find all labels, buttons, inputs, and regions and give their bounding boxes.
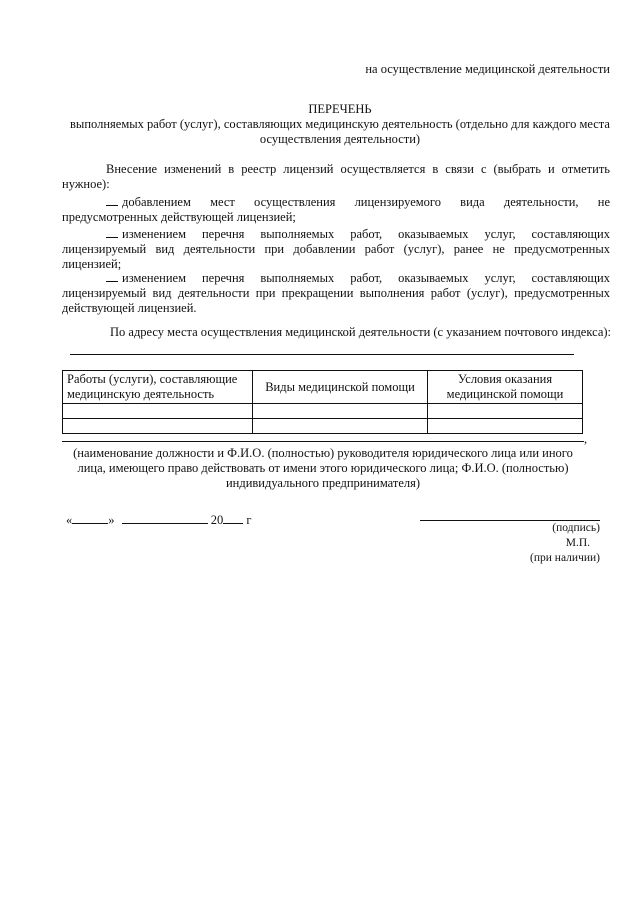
table-cell[interactable] bbox=[63, 419, 253, 434]
column-header-care-types: Виды медицинской помощи bbox=[253, 371, 428, 404]
document-title bbox=[60, 102, 620, 147]
option-add-locations[interactable] bbox=[62, 194, 610, 225]
checkbox-blank[interactable] bbox=[106, 270, 118, 282]
table-cell[interactable] bbox=[253, 419, 428, 434]
works-table bbox=[62, 370, 583, 434]
option-text: изменением перечня выполняемых работ, оказываемых услуг, составляющих лицензируемый вид деятельности при прекращении выполнения работ (услуг), предусмотренных действующей лицензией. bbox=[62, 271, 610, 315]
table-cell[interactable] bbox=[428, 419, 583, 434]
table-row bbox=[63, 404, 583, 419]
year-blank[interactable] bbox=[223, 511, 243, 524]
option-remove-works[interactable] bbox=[62, 270, 610, 316]
signatory-caption: (наименование должности и Ф.И.О. (полностью) руководителя юридического лица или иного лица, имеющего право действовать от имени этого юридического лица; Ф.И.О. (полностью) индивидуального предпринимателя) bbox=[73, 446, 573, 490]
option-text: добавлением мест осуществления лицензируемого вида деятельности, не предусмотренных действующей лицензией; bbox=[62, 195, 610, 224]
address-label: По адресу места осуществления медицинской деятельности (с указанием почтового индекса): bbox=[110, 325, 612, 339]
column-header-care-conditions: Условия оказания медицинской помощи bbox=[428, 371, 583, 404]
table-cell[interactable] bbox=[428, 404, 583, 419]
date-field bbox=[66, 511, 252, 528]
table-cell[interactable] bbox=[63, 404, 253, 419]
stamp-label: М.П. bbox=[565, 537, 590, 549]
day-blank[interactable] bbox=[72, 511, 108, 524]
signature-block bbox=[530, 521, 600, 566]
column-header-works: Работы (услуги), составляющие медицинскую деятельность bbox=[63, 371, 253, 404]
date-close-quote: » bbox=[108, 513, 115, 527]
intro-paragraph: Внесение изменений в реестр лицензий осуществляется в связи с (выбрать и отметить нужное): bbox=[62, 162, 610, 191]
date-open-quote: « bbox=[66, 513, 73, 527]
appendix-note: на осуществление медицинской деятельности bbox=[365, 62, 610, 76]
year-suffix: г bbox=[246, 513, 252, 527]
title-heading: ПЕРЕЧЕНЬ bbox=[308, 102, 372, 116]
year-prefix: 20 bbox=[210, 513, 224, 527]
month-blank[interactable] bbox=[122, 511, 208, 524]
address-input-line[interactable] bbox=[70, 354, 574, 355]
checkbox-blank[interactable] bbox=[106, 226, 118, 238]
table-row bbox=[63, 419, 583, 434]
option-text: изменением перечня выполняемых работ, оказываемых услуг, составляющих лицензируемый вид деятельности при добавлении работ (услуг), ранее не предусмотренных лицензией; bbox=[62, 227, 610, 271]
option-add-works[interactable] bbox=[62, 226, 610, 272]
signature-label: (подпись) bbox=[552, 522, 600, 534]
trailing-comma: , bbox=[584, 432, 588, 446]
table-cell[interactable] bbox=[253, 404, 428, 419]
signatory-name-line[interactable] bbox=[62, 441, 584, 442]
checkbox-blank[interactable] bbox=[106, 194, 118, 206]
table-header-row bbox=[63, 371, 583, 404]
stamp-note: (при наличии) bbox=[530, 552, 600, 564]
title-subheading: выполняемых работ (услуг), составляющих медицинскую деятельность (отдельно для каждого места осуществления деятельности) bbox=[70, 117, 610, 146]
